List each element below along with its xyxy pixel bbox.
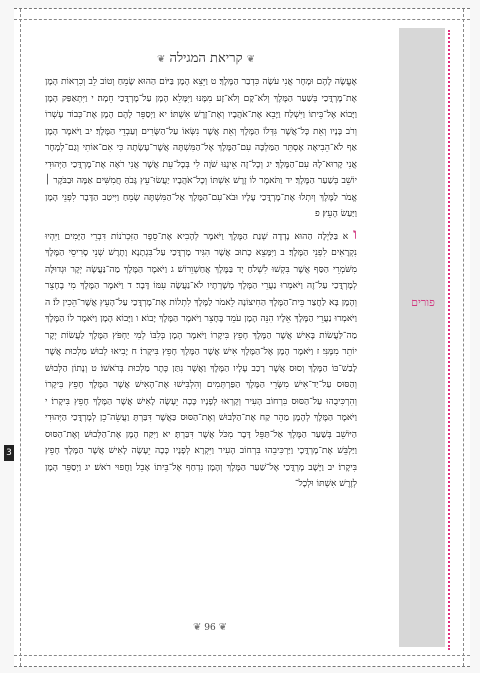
ornament-icon: ❦: [246, 54, 256, 65]
left-guide-line: [20, 9, 21, 666]
top-guide-line: [14, 19, 470, 20]
ornament-icon: ❦: [218, 622, 227, 633]
tab-edge-rule: [448, 30, 450, 650]
paragraph-chapter-6: [45, 226, 357, 493]
right-guide-line: [463, 9, 464, 666]
paragraph-text: א בַּלַּיְלָה הַהוּא נָדְדָה שְׁנַת הַמֶּלֶךְ וַיֹּאמֶר לְהָבִיא אֶת־סֵפֶר הַזִּכְרֹנוֹת דִּבְרֵי הַיָּמִים וַיִּהְיוּ נִקְרָאִים לִפְנֵי הַמֶּלֶךְ׃ ב וַיִּמָּצֵא כָתוּב אֲשֶׁר הִגִּיד מָרְדֳּכַי עַל־בִּגְתָנָא וָתֶרֶשׁ שְׁנֵי סָרִיסֵי הַמֶּלֶךְ מִשֹּׁמְרֵי הַסַּף אֲשֶׁר בִּקְשׁוּ לִשְׁלֹחַ יָד בַּמֶּלֶךְ אֲחַשְׁוֵרוֹשׁ׃ ג וַיֹּאמֶר הַמֶּלֶךְ מַה־נַּעֲשָׂה יְקָר וּגְדוּלָּה לְמָרְדֳּכַי עַל־זֶה וַיֹּאמְרוּ נַעֲרֵי הַמֶּלֶךְ מְשָׁרְתָיו לֹא־נַעֲשָׂה עִמּוֹ דָּבָר׃ ד וַיֹּאמֶר הַמֶּלֶךְ מִי בֶחָצֵר וְהָמָן בָּא לַחֲצַר בֵּית־הַמֶּלֶךְ הַחִיצוֹנָה לֵאמֹר לַמֶּלֶךְ לִתְלוֹת אֶת־מָרְדֳּכַי עַל־הָעֵץ אֲשֶׁר־הֵכִין לוֹ׃ ה וַיֹּאמְרוּ נַעֲרֵי הַמֶּלֶךְ אֵלָיו הִנֵּה הָמָן עֹמֵד בֶּחָצֵר וַיֹּאמֶר הַמֶּלֶךְ יָבוֹא׃ ו וַיָּבוֹא הָמָן וַיֹּאמֶר לוֹ הַמֶּלֶךְ מַה־לַּעֲשׂוֹת בָּאִישׁ אֲשֶׁר הַמֶּלֶךְ חָפֵץ בִּיקָרוֹ וַיֹּאמֶר הָמָן בְּלִבּוֹ לְמִי יַחְפֹּץ הַמֶּלֶךְ לַעֲשׂוֹת יְקָר יוֹתֵר מִמֶּנִּי׃ ז וַיֹּאמֶר הָמָן אֶל־הַמֶּלֶךְ אִישׁ אֲשֶׁר הַמֶּלֶךְ חָפֵץ בִּיקָרוֹ׃ ח יָבִיאוּ לְבוּשׁ מַלְכוּת אֲשֶׁר לָבַשׁ־בּוֹ הַמֶּלֶךְ וְסוּס אֲשֶׁר רָכַב עָלָיו הַמֶּלֶךְ וַאֲשֶׁר נִתַּן כֶּתֶר מַלְכוּת בְּרֹאשׁוֹ׃ ט וְנָתוֹן הַלְּבוּשׁ וְהַסּוּס עַל־יַד־אִישׁ מִשָּׂרֵי הַמֶּלֶךְ הַפַּרְתְּמִים וְהִלְבִּישׁוּ אֶת־הָאִישׁ אֲשֶׁר הַמֶּלֶךְ חָפֵץ בִּיקָרוֹ וְהִרְכִּיבֻהוּ עַל־הַסּוּס בִּרְחוֹב הָעִיר וְקָרְאוּ לְפָנָיו כָּכָה יֵעָשֶׂה לָאִישׁ אֲשֶׁר הַמֶּלֶךְ חָפֵץ בִּיקָרוֹ׃ י וַיֹּאמֶר הַמֶּלֶךְ לְהָמָן מַהֵר קַח אֶת־הַלְּבוּשׁ וְאֶת־הַסּוּס כַּאֲשֶׁר דִּבַּרְתָּ וַעֲשֵׂה־כֵן לְמָרְדֳּכַי הַיְּהוּדִי הַיּוֹשֵׁב בְּשַׁעַר הַמֶּלֶךְ אַל־תַּפֵּל דָּבָר מִכֹּל אֲשֶׁר דִּבַּרְתָּ׃ יא וַיִּקַּח הָמָן אֶת־הַלְּבוּשׁ וְאֶת־הַסּוּס וַיַּלְבֵּשׁ אֶת־מָרְדֳּכָי וַיַּרְכִּיבֵהוּ בִּרְחוֹב הָעִיר וַיִּקְרָא לְפָנָיו כָּכָה יֵעָשֶׂה לָאִישׁ אֲשֶׁר הַמֶּלֶךְ חָפֵץ בִּיקָרוֹ׃ יב וַיָּשָׁב מָרְדֳּכַי אֶל־שַׁעַר הַמֶּלֶךְ וְהָמָן נִדְחַף אֶל־בֵּיתוֹ אָבֵל וַחֲפוּי רֹאשׁ׃ יג וַיְסַפֵּר הָמָן לְזֶרֶשׁ אִשְׁתּוֹ וּלְכָל־: [45, 231, 357, 489]
paragraph: אֶעֱשֶׂה לָהֶם וּמָחָר אֲנִי עֹשָׂה כִּדְבַר הַמֶּלֶךְ׃ ט וַיֵּצֵא הָמָן בַּיּוֹם הַהוּא שָׂמֵחַ וְטוֹב לֵב וְכִרְאוֹת הָמָן אֶת־מָרְדֳּכַי בְּשַׁעַר הַמֶּלֶךְ וְלֹא־קָם וְלֹא־זָע מִמֶּנּוּ וַיִּמָּלֵא הָמָן עַל־מָרְדֳּכַי חֵמָה׃ י וַיִּתְאַפַּק הָמָן וַיָּבוֹא אֶל־בֵּיתוֹ וַיִּשְׁלַח וַיָּבֵא אֶת־אֹהֲבָיו וְאֶת־זֶרֶשׁ אִשְׁתּוֹ׃ יא וַיְסַפֵּר לָהֶם הָמָן אֶת־כְּבוֹד עָשְׁרוֹ וְרֹב בָּנָיו וְאֵת כָּל־אֲשֶׁר גִּדְּלוֹ הַמֶּלֶךְ וְאֵת אֲשֶׁר נִשְּׂאוֹ עַל־הַשָּׂרִים וְעַבְדֵי הַמֶּלֶךְ׃ יב וַיֹּאמֶר הָמָן אַף לֹא־הֵבִיאָה אֶסְתֵּר הַמַּלְכָּה עִם־הַמֶּלֶךְ אֶל־הַמִּשְׁתֶּה אֲשֶׁר־עָשָׂתָה כִּי אִם־אוֹתִי וְגַם־לְמָחָר אֲנִי קָרוּא־לָהּ עִם־הַמֶּלֶךְ׃ יג וְכָל־זֶה אֵינֶנּוּ שֹׁוֶה לִי בְּכָל־עֵת אֲשֶׁר אֲנִי רֹאֶה אֶת־מָרְדֳּכַי הַיְּהוּדִי יוֹשֵׁב בְּשַׁעַר הַמֶּלֶךְ׃ יד וַתֹּאמֶר לוֹ זֶרֶשׁ אִשְׁתּוֹ וְכָל־אֹהֲבָיו יַעֲשׂוּ־עֵץ גָּבֹהַּ חֲמִשִּׁים אַמָּה וּבַבֹּקֶר ׀ אֱמֹר לַמֶּלֶךְ וְיִתְלוּ אֶת־מָרְדֳּכַי עָלָיו וּבֹא־עִם־הַמֶּלֶךְ אֶל־הַמִּשְׁתֶּה שָׂמֵחַ וַיִּיטַב הַדָּבָר לִפְנֵי הָמָן וַיַּעַשׂ הָעֵץ׃ פ: [45, 77, 357, 219]
page-header: [60, 50, 352, 66]
bottom-guide-line: [14, 655, 470, 656]
page-number: 96: [204, 623, 216, 633]
page-footer: [160, 622, 260, 633]
chapter-drop-cap: ו: [353, 224, 357, 243]
page-title: קריאת המגילה: [169, 51, 243, 66]
section-tab-label: פורים: [411, 296, 435, 309]
section-tab: [399, 28, 445, 647]
ornament-icon: ❦: [193, 622, 202, 633]
scripture-text: [45, 74, 357, 493]
ornament-icon: ❦: [156, 54, 166, 65]
margin-marker: 3: [4, 445, 14, 461]
